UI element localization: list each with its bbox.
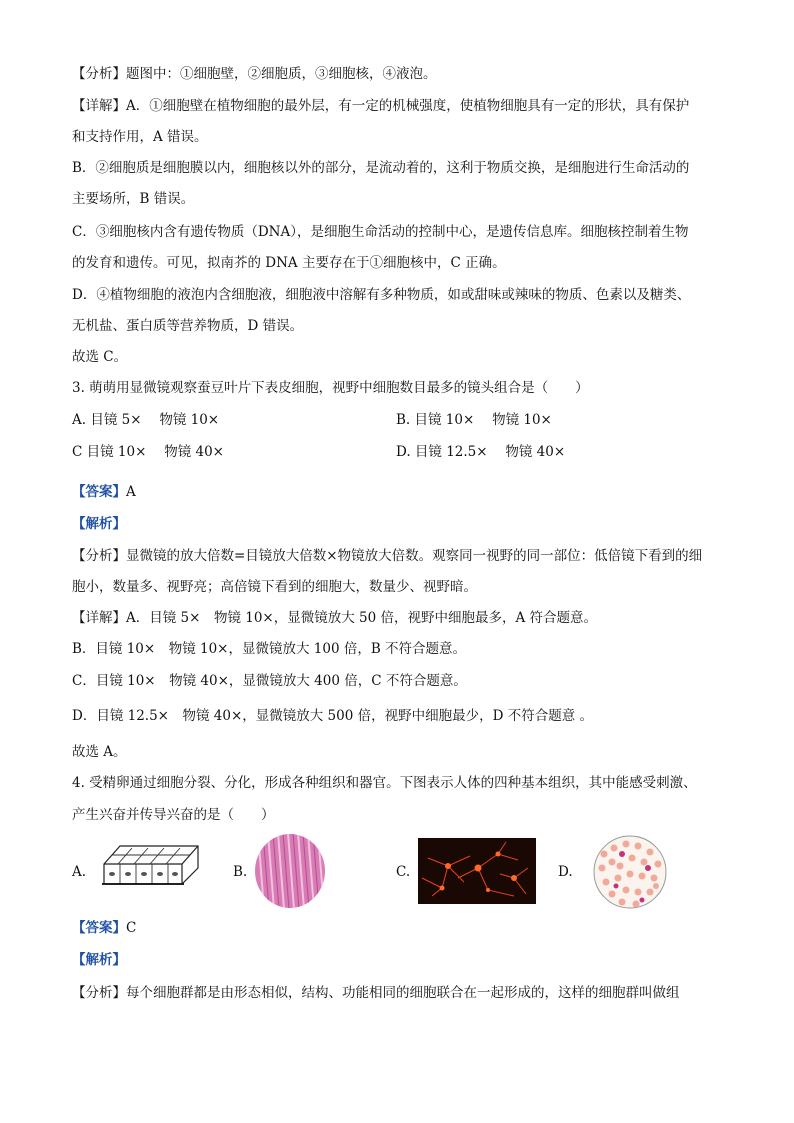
muscle-tissue-image [254, 833, 326, 909]
explanation-tag: 【解析】 [72, 516, 126, 532]
detail-line: 【详解】A．①细胞壁在植物细胞的最外层，有一定的机械强度，使植物细胞具有一定的形状，具有保护 [72, 98, 690, 114]
conclusion-line: 故选 C。 [72, 349, 128, 365]
answer-tag: 【答案】 [72, 484, 126, 500]
detail-line: 和支持作用，A 错误。 [72, 129, 208, 145]
q4-option-a-label: A. [72, 864, 87, 880]
detail-line: C．目镜 10× 物镜 40×，显微镜放大 400 倍，C 不符合题意。 [72, 673, 467, 689]
q3-option-b: B. 目镜 10× 物镜 10× [396, 412, 552, 428]
detail-line: D．④植物细胞的液泡内含细胞液，细胞液中溶解有多种物质，如或甜味或辣味的物质、色素以及糖类、 [72, 287, 691, 303]
q3-option-d: D. 目镜 12.5× 物镜 40× [396, 444, 566, 460]
conclusion-line: 故选 A。 [72, 744, 127, 760]
answer-value: C [126, 920, 137, 936]
question-4: 产生兴奋并传导兴奋的是（ ） [72, 807, 275, 823]
detail-line: B．目镜 10× 物镜 10×，显微镜放大 100 倍，B 不符合题意。 [72, 641, 467, 657]
analysis-line: 【分析】每个细胞群都是由形态相似，结构、功能相同的细胞联合在一起形成的，这样的细胞群叫做组 [72, 985, 680, 1001]
explanation-tag: 【解析】 [72, 952, 126, 968]
detail-line: 的发育和遗传。可见，拟南芥的 DNA 主要存在于①细胞核中，C 正确。 [72, 255, 506, 271]
detail-line: C．③细胞核内含有遗传物质（DNA），是细胞生命活动的控制中心，是遗传信息库。细胞核控制着生物 [72, 224, 689, 240]
question-4: 4. 受精卵通过细胞分裂、分化，形成各种组织和器官。下图表示人体的四种基本组织，其中能感受刺激、 [72, 775, 697, 791]
question-3: 3. 萌萌用显微镜观察蚕豆叶片下表皮细胞，视野中细胞数目最多的镜头组合是（ ） [72, 380, 589, 396]
answer-value: A [126, 484, 136, 500]
detail-line: B．②细胞质是细胞膜以内，细胞核以外的部分，是流动着的，这利于物质交换，是细胞进行生命活动的 [72, 160, 690, 176]
analysis-line: 【分析】题图中：①细胞壁，②细胞质，③细胞核，④液泡。 [72, 66, 437, 82]
epithelial-tissue-image [98, 838, 202, 886]
analysis-line: 【分析】显微镜的放大倍数=目镜放大倍数×物镜放大倍数。观察同一视野的同一部位：低倍镜下看到的细 [72, 548, 703, 564]
answer-4 [72, 918, 722, 938]
answer-tag: 【答案】 [72, 920, 126, 936]
q3-option-c: C 目镜 10× 物镜 40× [72, 444, 224, 460]
blood-tissue-image [592, 834, 668, 910]
analysis-line: 胞小，数量多、视野亮；高倍镜下看到的细胞大，数量少、视野暗。 [72, 579, 477, 595]
detail-line: 无机盐、蛋白质等营养物质，D 错误。 [72, 318, 304, 334]
q3-option-a: A. 目镜 5× 物镜 10× [72, 412, 220, 428]
nerve-tissue-image [418, 838, 536, 904]
detail-line: 主要场所，B 错误。 [72, 191, 195, 207]
detail-line: 【详解】A．目镜 5× 物镜 10×，显微镜放大 50 倍，视野中细胞最多，A 符合题意。 [72, 610, 598, 626]
answer-3 [72, 482, 722, 502]
q4-option-b-label: B. [233, 864, 248, 880]
q4-option-c-label: C. [396, 864, 411, 880]
q4-option-d-label: D. [558, 864, 573, 880]
detail-line: D．目镜 12.5× 物镜 40×，显微镜放大 500 倍，视野中细胞最少，D 不符合题意 。 [72, 708, 594, 724]
